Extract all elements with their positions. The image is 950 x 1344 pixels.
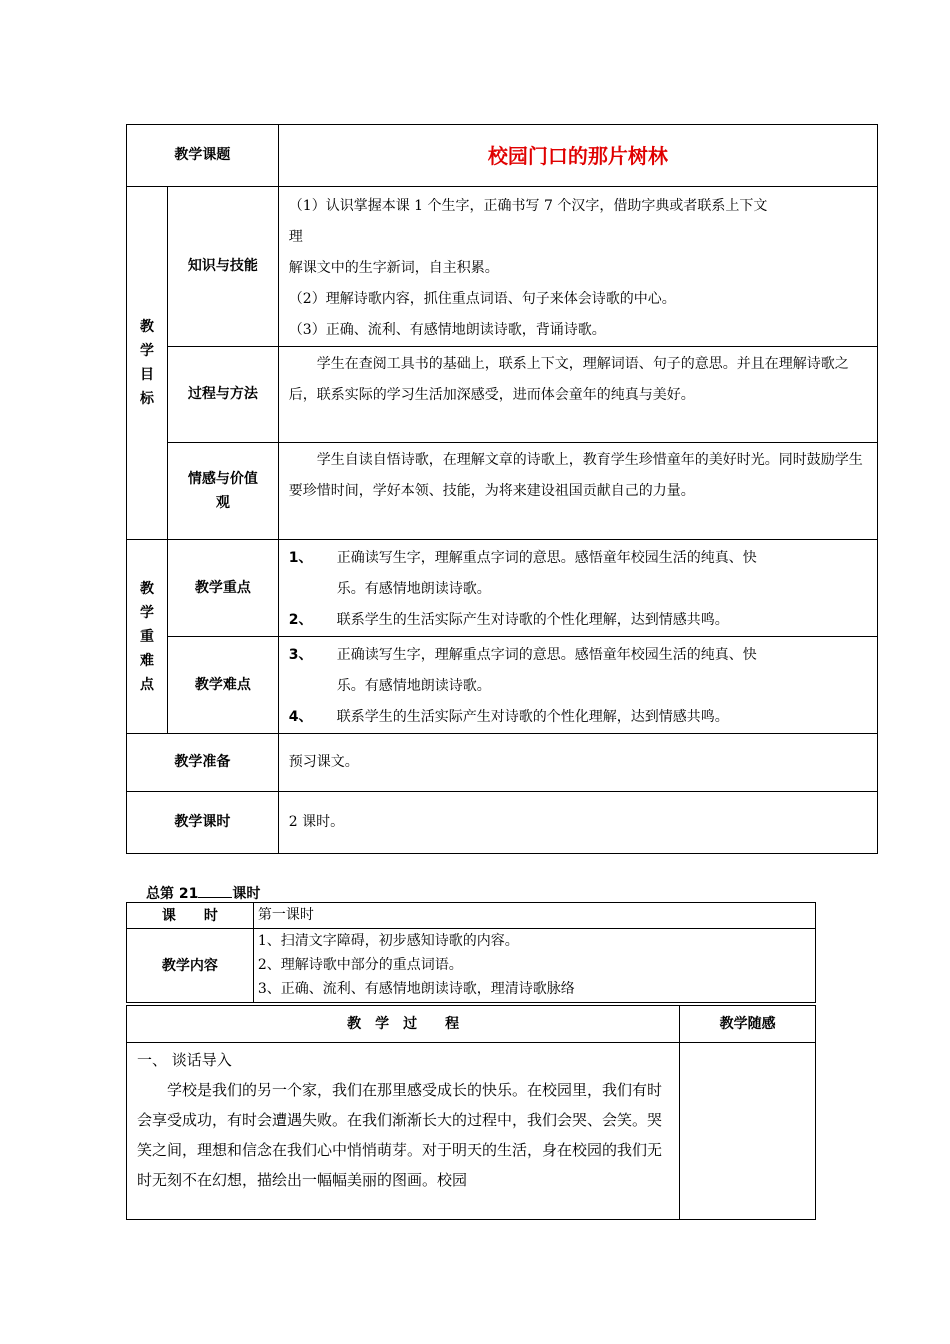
difficult-points-content: 3、 正确读写生字，理解重点字词的意思。感悟童年校园生活的纯真、快 乐。有感情地朗读诗歌。 4、 联系学生的生活实际产生对诗歌的个性化理解，达到情感共鸣。 (278, 637, 877, 734)
procedure-header: 教 学 过 程 (127, 1006, 680, 1043)
emotion-content: 学生自读自悟诗歌，在理解文章的诗歌上，教育学生珍惜童年的美好时光。同时鼓励学生要珍惜时间，学好本领、技能，为将来建设祖国贡献自己的力量。 (278, 443, 877, 540)
hours-label: 教学课时 (127, 792, 279, 854)
objectives-label: 教 学 目 标 (127, 187, 168, 540)
lesson-total: 总第 21 课时 (146, 883, 260, 903)
notes-cell (680, 1043, 816, 1220)
knowledge-label: 知识与技能 (167, 187, 278, 347)
period-table (126, 902, 816, 1003)
content-lines: 1、扫清文字障碍，初步感知诗歌的内容。 2、理解诗歌中部分的重点词语。 3、正确、流利、有感情地朗读诗歌，理清诗歌脉络 (253, 929, 815, 1003)
difficult-points-label: 教学难点 (167, 637, 278, 734)
key-points-label: 教学重点 (167, 540, 278, 637)
period-label: 课 时 (127, 903, 254, 929)
process-content: 学生在查阅工具书的基础上，联系上下文，理解词语、句子的意思。并且在理解诗歌之后，联系实际的学习生活加深感受，进而体会童年的纯真与美好。 (278, 347, 877, 443)
lesson-plan-table (126, 124, 878, 854)
notes-header: 教学随感 (680, 1006, 816, 1043)
key-points-content: 1、 正确读写生字，理解重点字词的意思。感悟童年校园生活的纯真、快 乐。有感情地朗读诗歌。 2、 联系学生的生活实际产生对诗歌的个性化理解，达到情感共鸣。 (278, 540, 877, 637)
period-value: 第一课时 (253, 903, 815, 929)
section-paragraph: 学校是我们的另一个家，我们在那里感受成长的快乐。在校园里，我们有时会享受成功，有时会遭遇失败。在我们渐渐长大的过程中，我们会哭、会笑。哭笑之间，理想和信念在我们心中悄悄萌芽。对于明天的生活，身在校园的我们无时无刻不在幻想，描绘出一幅幅美丽的图画。校园 (137, 1081, 663, 1189)
content-label: 教学内容 (127, 929, 254, 1003)
lesson-total-blank (198, 883, 232, 898)
procedure-content (127, 1043, 680, 1220)
preparation-value: 预习课文。 (278, 734, 877, 792)
section-title: 一、 谈话导入 (137, 1051, 232, 1069)
topic-title: 校园门口的那片树林 (278, 125, 877, 187)
procedure-table (126, 1005, 816, 1220)
key-difficult-label: 教 学 重 难 点 (127, 540, 168, 734)
process-label: 过程与方法 (167, 347, 278, 443)
hours-value: 2 课时。 (278, 792, 877, 854)
preparation-label: 教学准备 (127, 734, 279, 792)
knowledge-content: （1）认识掌握本课 1 个生字，正确书写 7 个汉字，借助字典或者联系上下文 理 解课文中的生字新词，自主积累。 （2）理解诗歌内容，抓住重点词语、句子来体会诗歌的中心。 （3）正确、流利、有感情地朗读诗歌，背诵诗歌。 (278, 187, 877, 347)
topic-label: 教学课题 (127, 125, 279, 187)
emotion-label: 情感与价值 观 (167, 443, 278, 540)
